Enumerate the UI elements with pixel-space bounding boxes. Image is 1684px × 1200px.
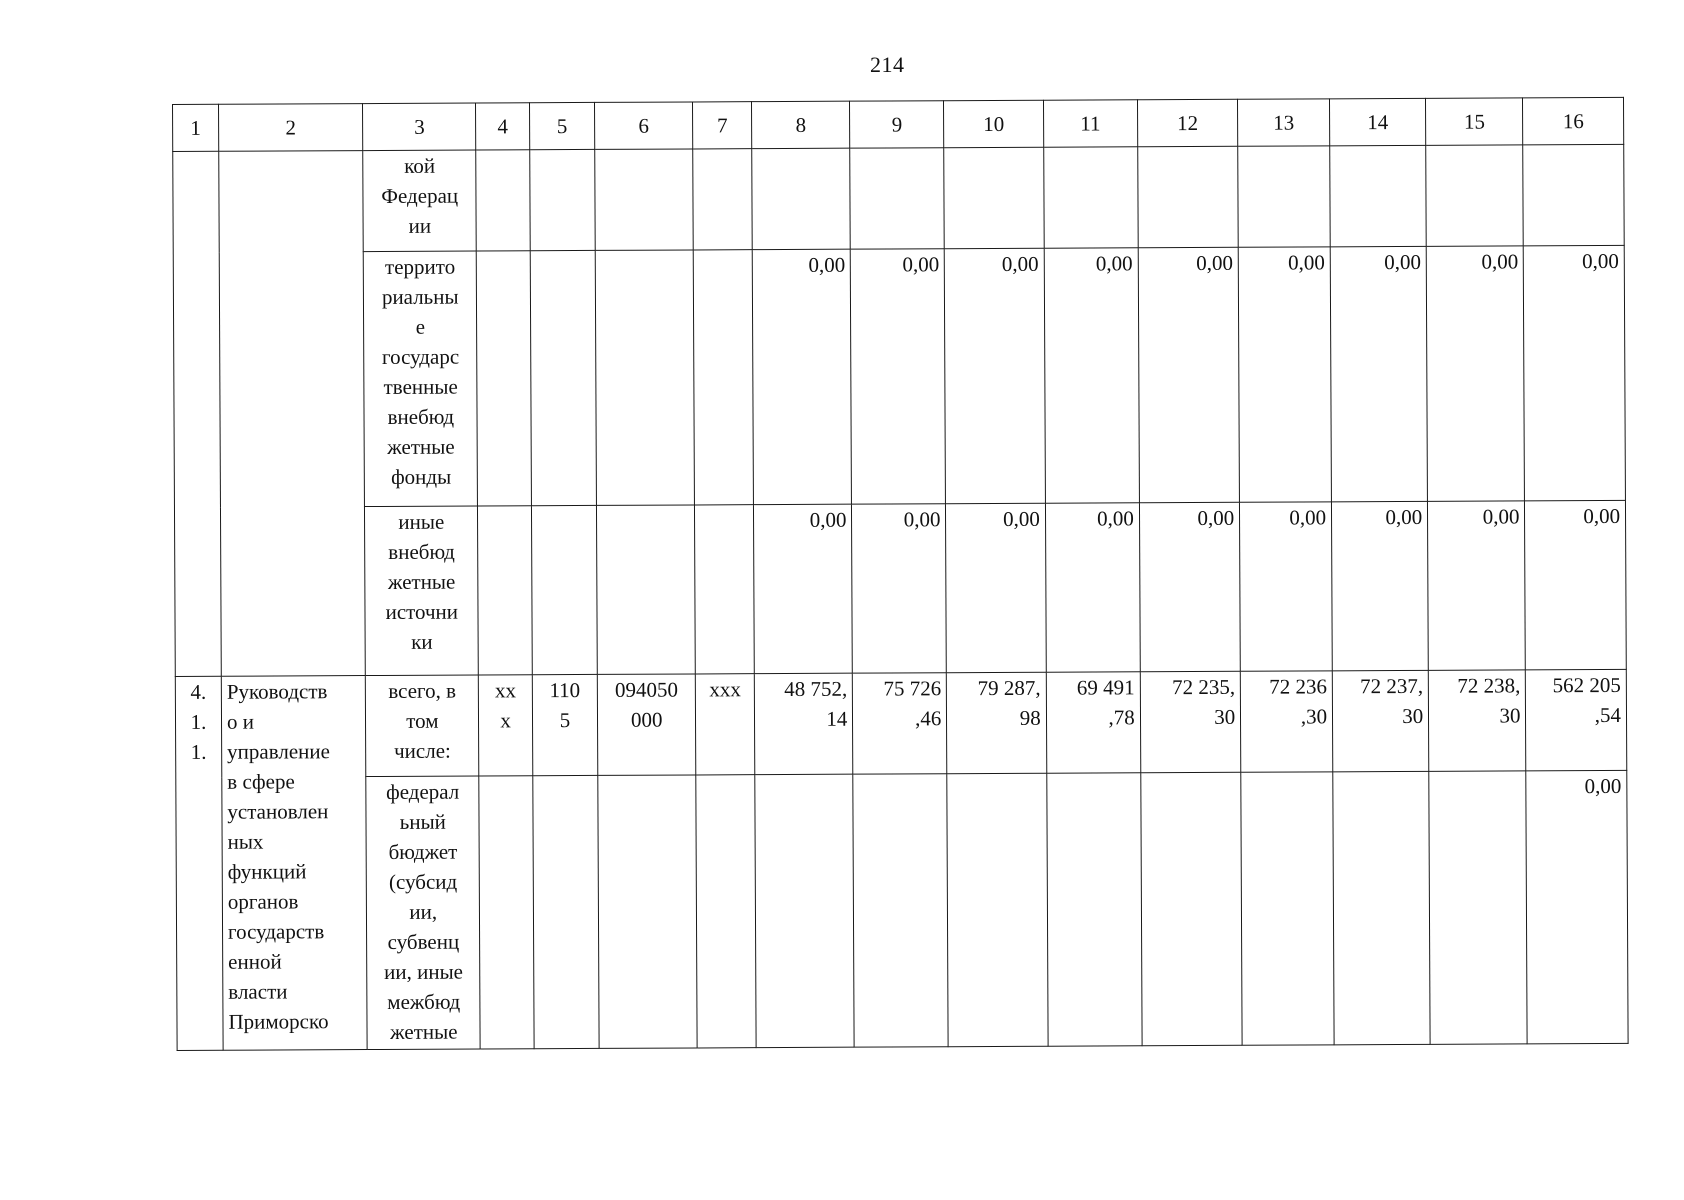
source-label: всего, в том числе: [388,678,457,763]
table-row [176,770,1628,1050]
code-cell [530,149,596,250]
code-cell [696,775,756,1048]
header-cell: 7 [693,102,752,149]
table-row [173,245,1625,507]
code-value: 094050 000 [614,677,679,732]
value-text: 72 237, 30 [1360,673,1424,728]
source-cell [365,506,479,676]
code-value: 110 5 [549,678,581,733]
value-cell [1240,671,1332,772]
value-cell: 0,00 [1045,503,1140,672]
value-cell: 0,00 [1044,248,1139,503]
code-cell [695,505,755,674]
value-cell [1426,145,1524,246]
source-label: террито риальны е государс твенные внебюд жетные фонды [381,254,460,489]
value-cell [944,147,1044,248]
header-cell: 4 [476,103,530,150]
table-row [173,144,1624,252]
header-cell: 8 [752,101,851,148]
value-cell [853,673,948,774]
value-text: 69 491 ,78 [1076,675,1135,730]
code-cell [696,674,755,775]
source-label: федерал ьный бюджет (субсид ии, субвенц ии, иные межбюд жетные [384,779,464,1044]
value-text: 72 238, 30 [1457,673,1521,728]
value-text: 48 752, 14 [784,676,848,731]
value-cell: 0,00 [946,503,1046,672]
value-cell [1330,145,1427,246]
table-header-row [173,97,1624,151]
code-cell [478,506,532,675]
value-text: 72 236 ,30 [1269,674,1328,729]
header-cell: 14 [1330,98,1426,145]
item-number-cell [175,676,223,1050]
table-row [175,669,1626,777]
header-cell: 15 [1426,98,1523,145]
value-cell [755,774,855,1047]
value-text: 72 235, 30 [1171,674,1236,729]
value-cell [1241,772,1334,1045]
item-name-cell [221,676,367,1051]
header-cell: 10 [944,100,1044,147]
item-number: 4. 1. 1. [190,679,207,764]
source-label: кой Федерац ии [381,153,459,238]
value-cell [1523,144,1624,245]
value-cell: 0,00 [1330,246,1427,501]
value-cell [1526,669,1627,770]
value-cell [1047,773,1142,1046]
table-row [174,500,1626,676]
report-table [172,97,1629,1051]
header-cell: 16 [1523,97,1624,144]
value-text: 562 205 ,54 [1552,672,1622,728]
number-cell-continued [173,151,222,676]
header-cell: 5 [529,102,594,149]
value-cell [1043,147,1138,248]
value-cell [947,672,1047,773]
value-cell: 0,00 [1525,500,1626,669]
value-cell [1333,771,1430,1044]
value-cell: 0,00 [1332,501,1429,670]
value-cell [853,774,948,1047]
value-cell: 0,00 [945,248,1046,503]
header-cell: 9 [850,101,944,148]
value-cell [752,148,851,249]
header-cell: 11 [1043,100,1137,147]
code-cell [694,250,754,505]
value-cell: 0,00 [1238,247,1331,502]
value-cell: 0,00 [754,504,853,673]
source-label: иные внебюд жетные источни ки [385,509,459,654]
header-cell: 1 [173,104,219,151]
code-value: ххх [709,677,741,702]
value-cell [754,673,853,774]
value-cell [1140,671,1241,772]
code-cell [597,674,696,775]
value-cell [850,148,945,249]
value-cell: 0,00 [1139,502,1240,671]
code-cell [530,250,596,505]
value-cell [1429,670,1527,771]
value-cell [1238,146,1330,247]
value-cell [1332,670,1429,771]
code-value: хх х [494,678,517,733]
value-cell: 0,00 [1524,245,1626,500]
name-cell-continued [219,151,366,677]
value-cell: 0,00 [1240,502,1333,671]
header-cell: 12 [1137,99,1238,146]
code-cell [476,150,530,251]
header-cell: 13 [1238,99,1330,146]
value-cell [1141,772,1243,1045]
value-cell: 0,00 [1138,247,1240,502]
item-name: Руководств о и управление в сфере установлен ных функций органов государств енной власти Приморско [226,679,330,1034]
report-table-container [172,97,1629,1051]
value-cell [1429,771,1528,1044]
code-cell [693,149,752,250]
value-cell: 0,00 [852,504,947,673]
value-cell: 0,00 [1426,246,1524,501]
value-cell: 0,00 [1526,770,1628,1043]
source-cell [366,776,481,1050]
code-cell [531,505,597,674]
header-cell: 3 [363,103,476,151]
header-cell: 6 [595,102,694,149]
value-cell: 0,00 [851,249,946,504]
value-cell [1046,672,1141,773]
source-cell [365,675,479,777]
source-cell [363,251,477,507]
code-cell [598,775,698,1048]
value-text: 75 726 ,46 [883,676,942,731]
code-cell [595,250,695,505]
value-text: 79 287, 98 [977,675,1041,730]
code-cell [533,775,600,1048]
value-cell: 0,00 [1428,501,1526,670]
source-cell [363,150,477,252]
header-cell: 2 [218,104,362,152]
code-cell [479,675,533,776]
code-cell [532,674,598,775]
code-cell [477,251,532,506]
code-cell [595,149,694,250]
value-cell: 0,00 [752,249,852,504]
code-cell [596,505,695,674]
value-cell [947,773,1048,1046]
page-number: 214 [870,52,905,77]
value-cell [1137,146,1238,247]
code-cell [479,776,534,1049]
